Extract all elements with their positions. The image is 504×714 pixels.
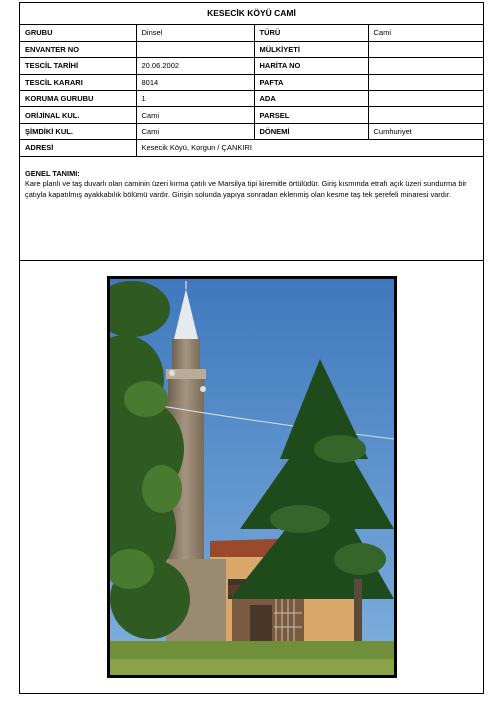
field-value (368, 58, 483, 74)
info-row (20, 107, 483, 123)
field-value: Cami (136, 107, 254, 123)
description-heading: GENEL TANIMI: (25, 168, 80, 178)
field-label: ENVANTER NO (20, 41, 136, 57)
mosque-photo (107, 276, 397, 678)
field-label: HARİTA NO (254, 58, 368, 74)
info-row (20, 123, 483, 139)
info-table-body (20, 25, 483, 156)
field-label: TESCİL KARARI (20, 74, 136, 90)
field-label: GRUBU (20, 25, 136, 41)
inventory-sheet (19, 2, 484, 694)
info-table (20, 25, 483, 157)
field-label: ADA (254, 91, 368, 107)
field-label: KORUMA GURUBU (20, 91, 136, 107)
field-label: ŞİMDİKİ KUL. (20, 123, 136, 139)
field-label: MÜLKİYETİ (254, 41, 368, 57)
field-value: Cumhuriyet (368, 123, 483, 139)
field-value: Dinsel (136, 25, 254, 41)
address-row (20, 140, 483, 156)
field-label: TÜRÜ (254, 25, 368, 41)
field-value: Cami (136, 123, 254, 139)
field-label: TESCİL TARİHİ (20, 58, 136, 74)
photo-section (20, 261, 483, 685)
description-text: Kare planlı ve taş duvarlı olan caminin üzeri kırma çatılı ve Marsilya tipi kiremitle örtülüdür. Giriş kısmında etrafı açık üzeri sundurma bir çatıyla kapatılmış ayakkabılık bölümü vardır. Girişin solunda yapıya sonradan eklenmiş olan kesme taş tek şerefeli minaresi vardır. (25, 179, 467, 199)
field-value (368, 91, 483, 107)
field-value (136, 41, 254, 57)
field-label: DÖNEMİ (254, 123, 368, 139)
field-value: Cami (368, 25, 483, 41)
field-value: 8014 (136, 74, 254, 90)
info-row (20, 74, 483, 90)
info-row (20, 41, 483, 57)
field-label: PARSEL (254, 107, 368, 123)
info-row (20, 25, 483, 41)
field-value (368, 107, 483, 123)
info-row (20, 58, 483, 74)
general-description (20, 157, 483, 261)
field-value (368, 74, 483, 90)
field-label: PAFTA (254, 74, 368, 90)
field-value: 20.06.2002 (136, 58, 254, 74)
info-row (20, 91, 483, 107)
sheet-title: KESECİK KÖYÜ CAMİ (20, 3, 483, 25)
address-value: Kesecik Köyü, Korgun / ÇANKIRI (136, 140, 483, 156)
field-label: ORİJİNAL KUL. (20, 107, 136, 123)
address-label: ADRESİ (20, 140, 136, 156)
field-value (368, 41, 483, 57)
mosque-photo-image (110, 279, 394, 675)
field-value: 1 (136, 91, 254, 107)
